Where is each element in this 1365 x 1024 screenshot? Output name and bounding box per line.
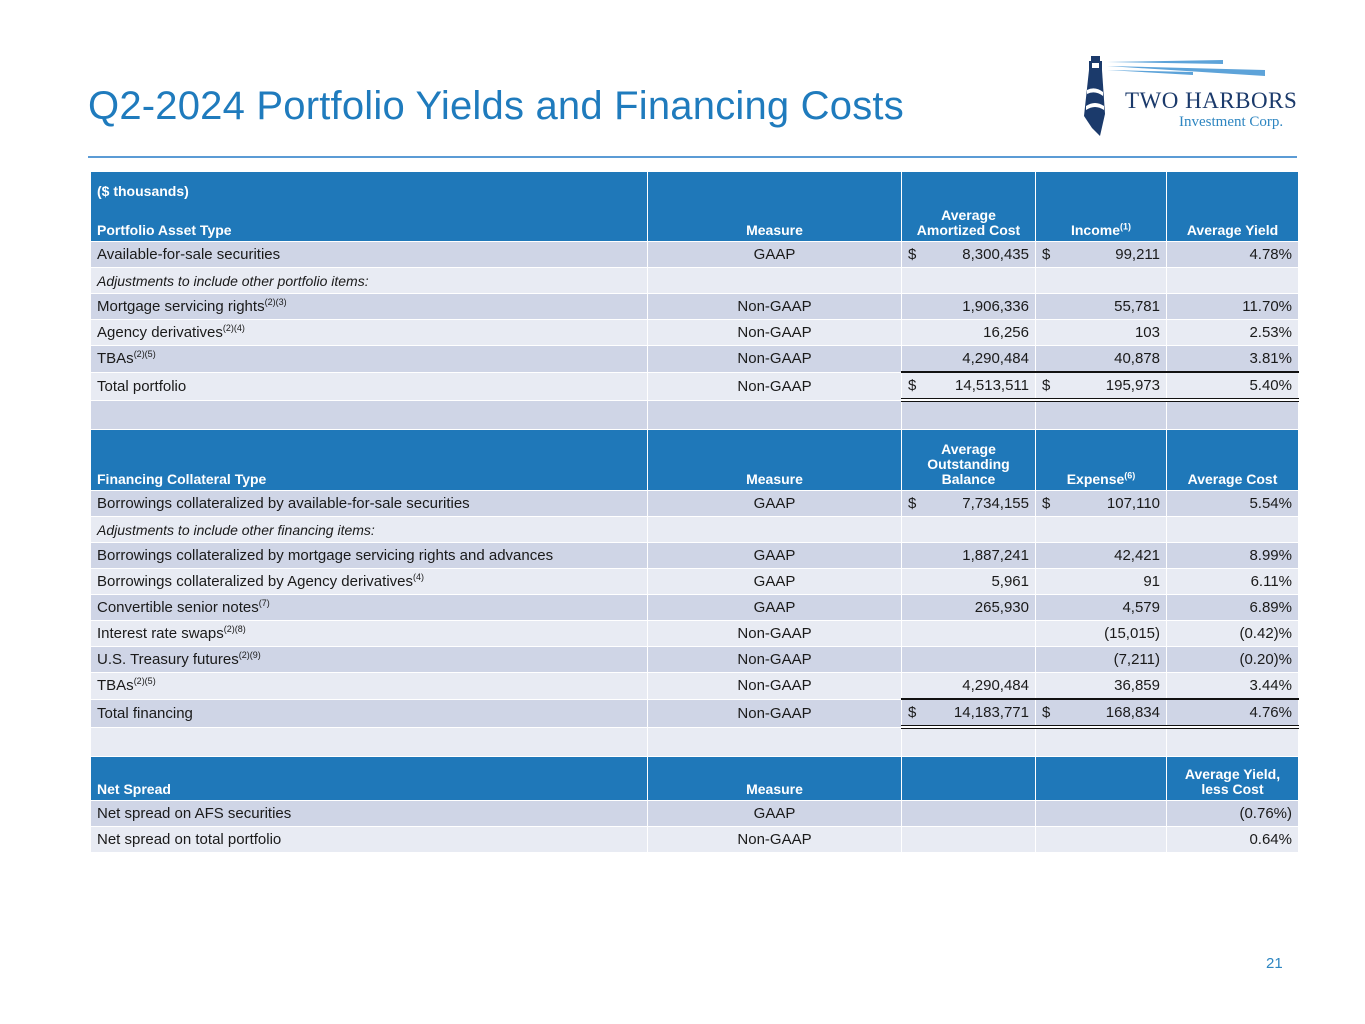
table-row: Interest rate swaps$^{(2)(8)}$ Non-GAAP (15,015) (0.42)%: [91, 621, 1299, 647]
table-row: U.S. Treasury futures$^{(2)(9)}$ Non-GAAP (7,211) (0.20)%: [91, 647, 1299, 673]
total-financing-row: Total financing Non-GAAP $ 14,183,771 $ 168,834 4.76%: [91, 699, 1299, 727]
page-number: 21: [1266, 955, 1283, 972]
table-row: Net spread on total portfolio Non-GAAP 0.64%: [91, 827, 1299, 853]
avg-amortized-cost-header: Average Amortized Cost: [902, 172, 1036, 242]
net-spread-header: Net Spread: [91, 757, 648, 801]
measure-header: Measure: [648, 430, 902, 491]
spacer-row: [91, 400, 1299, 430]
logo-subtitle: Investment Corp.: [1179, 114, 1284, 130]
income-header: Income$^{(1)}$: [1036, 172, 1167, 242]
financing-header-row: [91, 430, 1299, 491]
measure-header: Measure: [648, 172, 902, 242]
title-divider: [88, 156, 1297, 158]
avg-yield-header: Average Yield: [1167, 172, 1299, 242]
total-portfolio-row: Total portfolio Non-GAAP $ 14,513,511 $ 195,973 5.40%: [91, 372, 1299, 400]
avg-yield-less-cost-header: Average Yield, less Cost: [1167, 757, 1299, 801]
table-row: Convertible senior notes$^{(7)}$ GAAP 265,930 4,579 6.89%: [91, 595, 1299, 621]
table-row: Borrowings collateralized by available-for-sale securities GAAP $ 7,734,155 $ 107,110 5.54%: [91, 491, 1299, 517]
logo-name: TWO HARBORS: [1125, 88, 1298, 113]
financing-type-header: Financing Collateral Type: [91, 430, 648, 491]
portfolio-header-row: [91, 172, 1299, 242]
table-row: Net spread on AFS securities GAAP (0.76%): [91, 801, 1299, 827]
table-row: Mortgage servicing rights$^{(2)(3)}$ Non-GAAP 1,906,336 55,781 11.70%: [91, 294, 1299, 320]
page-title: Q2-2024 Portfolio Yields and Financing Costs: [88, 84, 904, 128]
yields-financing-table: [90, 171, 1299, 853]
avg-cost-header: Average Cost: [1167, 430, 1299, 491]
portfolio-type-header: ($ thousands) Portfolio Asset Type: [91, 172, 648, 242]
table-row: TBAs$^{(2)(5)}$ Non-GAAP 4,290,484 36,859 3.44%: [91, 673, 1299, 700]
table-row: TBAs$^{(2)(5)}$ Non-GAAP 4,290,484 40,878 3.81%: [91, 346, 1299, 373]
company-logo: [1075, 50, 1310, 142]
units-label: ($ thousands): [97, 183, 189, 199]
table-row: Adjustments to include other financing items:: [91, 517, 1299, 543]
avg-outstanding-balance-header: Average Outstanding Balance: [902, 430, 1036, 491]
measure-header: Measure: [648, 757, 902, 801]
expense-header: Expense$^{(6)}$: [1036, 430, 1167, 491]
table-row: Adjustments to include other portfolio items:: [91, 268, 1299, 294]
net-spread-header-row: [91, 757, 1299, 801]
spacer-row: [91, 727, 1299, 757]
table-row: Agency derivatives$^{(2)(4)}$ Non-GAAP 16,256 103 2.53%: [91, 320, 1299, 346]
table-row: Borrowings collateralized by mortgage servicing rights and advances GAAP 1,887,241 42,421 8.99%: [91, 543, 1299, 569]
table-row: Borrowings collateralized by Agency derivatives$^{(4)}$ GAAP 5,961 91 6.11%: [91, 569, 1299, 595]
table-row: Available-for-sale securities GAAP $ 8,300,435 $ 99,211 4.78%: [91, 242, 1299, 268]
